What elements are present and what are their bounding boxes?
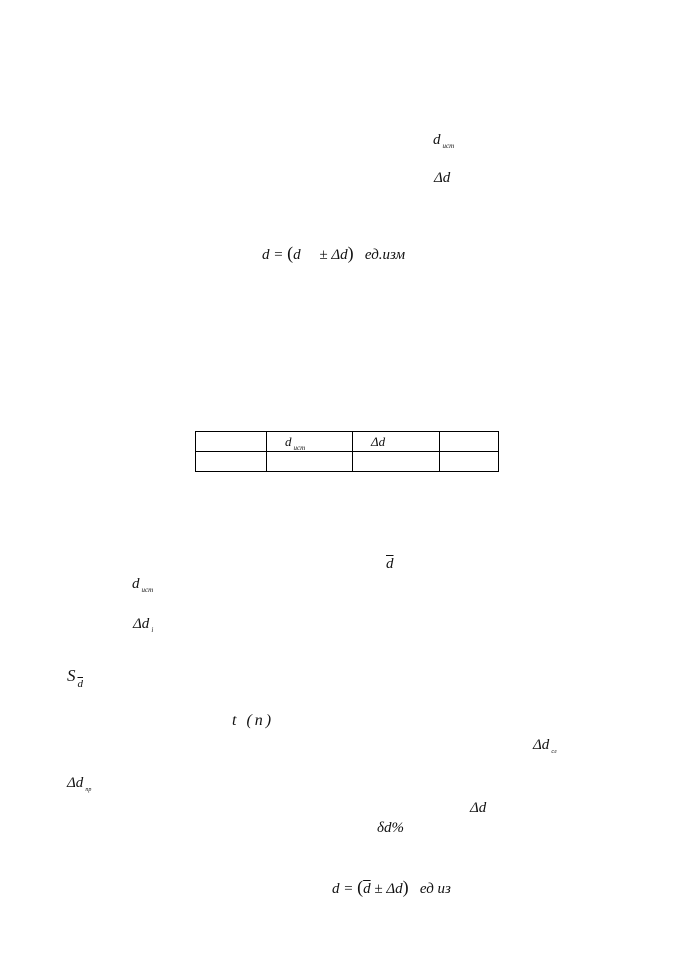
formula-lhs: d = (262, 247, 288, 263)
table-header-row (196, 432, 499, 452)
header-d: d (285, 433, 292, 449)
d-ist-subscript: ист (442, 142, 455, 150)
delta-di-main: Δd (133, 616, 150, 632)
measurement-table (195, 431, 499, 472)
formula-d: d (293, 247, 301, 263)
d-ist-symbol-lower (132, 577, 153, 592)
table-cell (353, 452, 440, 472)
final-pm-delta: ± Δd (370, 881, 403, 897)
t-n-symbol: t (n) (232, 712, 275, 729)
delta-d-pr-subscript: пр (85, 787, 92, 793)
delta-d-symbol-lower: Δd (470, 800, 487, 816)
table-cell (440, 452, 499, 472)
table-header-cell (440, 432, 499, 452)
final-lhs: d = (332, 881, 358, 897)
s-subscript-dbar: d (77, 678, 83, 690)
delta-d-sl-subscript: сл (551, 749, 557, 755)
table-header-cell (267, 432, 353, 452)
final-close-paren: ) (402, 877, 409, 897)
d-ist-symbol (433, 133, 454, 148)
delta-d-pr-symbol (67, 776, 91, 791)
table-row (196, 452, 499, 472)
final-unit: ед из (419, 881, 451, 897)
delta-di-subscript: i (151, 626, 154, 634)
final-formula (332, 878, 451, 897)
header-delta-d: Δd (371, 433, 386, 449)
delta-d-sl-symbol (533, 738, 557, 753)
formula-close-paren: ) (347, 243, 354, 263)
d-ist-lower-main: d (132, 576, 140, 592)
result-formula (262, 244, 405, 263)
d-ist-main: d (433, 132, 441, 148)
d-bar-symbol: $\overline{d}$ (386, 556, 394, 572)
formula-open-paren: ( (287, 243, 294, 263)
delta-di-symbol (133, 617, 153, 632)
s-dbar-symbol (67, 666, 83, 690)
final-dbar: $\overline{d}$ (363, 881, 371, 897)
formula-unit: ед.изм (364, 247, 406, 263)
table-header-cell (353, 432, 440, 452)
delta-d-symbol: Δd (434, 170, 451, 186)
delta-d-pr-main: Δd (67, 775, 84, 791)
table-cell (196, 452, 267, 472)
table-cell (267, 452, 353, 472)
table-header-cell (196, 432, 267, 452)
header-d-subscript: ист (293, 443, 306, 452)
d-ist-lower-subscript: ист (141, 586, 154, 594)
formula-pm-delta: ± Δd (319, 247, 348, 263)
s-main: S (67, 666, 76, 685)
final-open-paren: ( (357, 877, 364, 897)
delta-d-sl-main: Δd (533, 737, 550, 753)
delta-d-percent-symbol: δd% (377, 820, 404, 836)
